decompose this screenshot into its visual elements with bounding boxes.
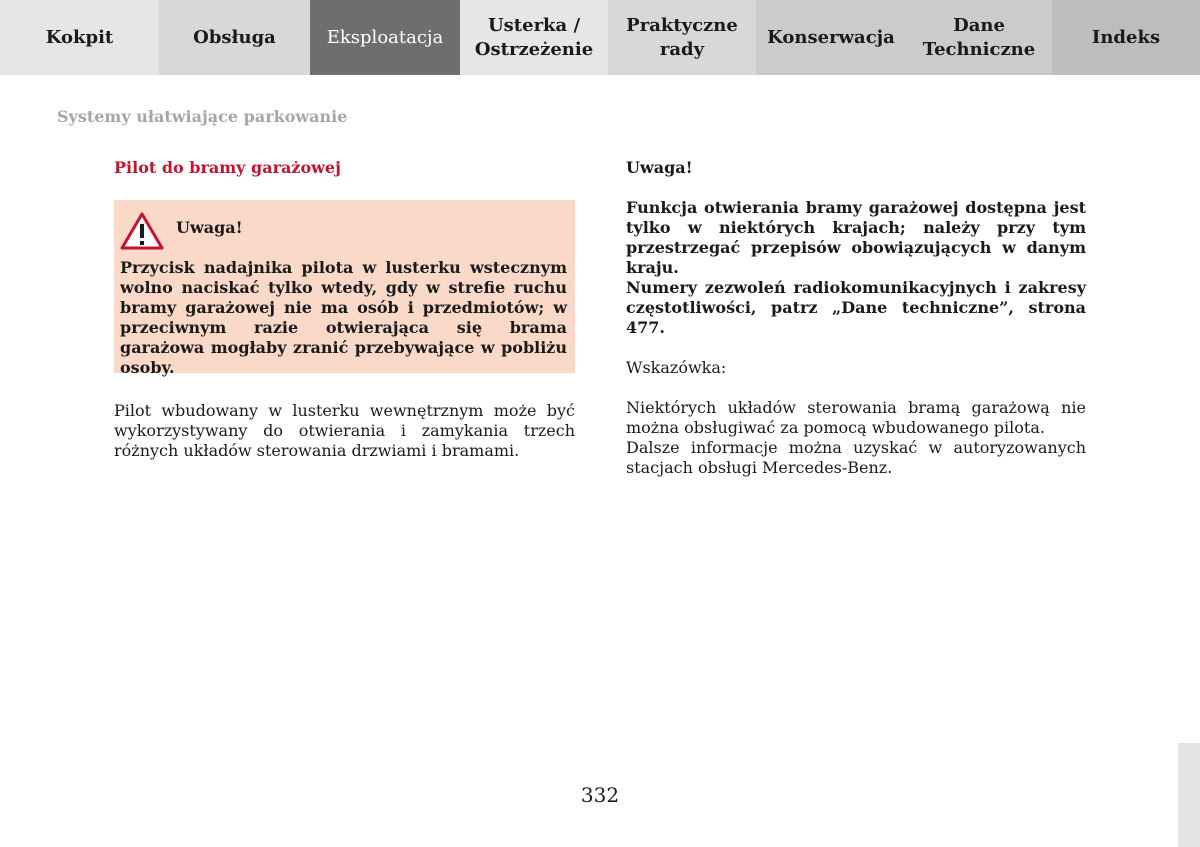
page-number: 332 (580, 783, 620, 807)
chapter-tab-bar (0, 0, 1200, 75)
section-title: Systemy ułatwiające parkowanie (57, 107, 348, 126)
tab-konserwacja[interactable]: Konserwacja (756, 0, 906, 75)
tab-indeks[interactable]: Indeks (1052, 0, 1200, 75)
tip-text: Niektórych układów sterowania bramą garażową nie można obsługiwać za pomocą wbudowanego pilota. (626, 398, 1086, 437)
left-column (114, 158, 575, 461)
note-text-frequencies: Numery zezwoleń radiokomunikacyjnych i zakresy częstotliwości, patrz „Dane techniczne”, strona 477. (626, 278, 1086, 337)
warning-label: Uwaga! (176, 217, 243, 237)
tab-obsluga[interactable]: Obsługa (159, 0, 310, 75)
note-text: Funkcja otwierania bramy garażowej dostępna jest tylko w niektórych krajach; należy przy tym przestrzegać przepisów obowiązujących w danym kraju. (626, 198, 1086, 277)
tab-eksploatacja[interactable]: Eksploatacja (310, 0, 460, 75)
warning-box (114, 200, 575, 377)
tab-kokpit[interactable]: Kokpit (0, 0, 159, 75)
subsection-heading: Pilot do bramy garażowej (114, 158, 341, 177)
page-edge-tab (1178, 743, 1200, 847)
tab-praktyczne-rady[interactable]: Praktyczne rady (608, 0, 756, 75)
warning-triangle-icon (120, 211, 164, 251)
note-label: Uwaga! (626, 158, 693, 177)
right-column (626, 158, 1086, 478)
body-paragraph: Pilot wbudowany w lusterku wewnętrznym może być wykorzystywany do otwierania i zamykania trzech różnych układów sterowania drzwiami i bramami. (114, 401, 575, 460)
tab-dane-techniczne[interactable]: Dane Techniczne (906, 0, 1052, 75)
tab-usterka-ostrzezenie[interactable]: Usterka / Ostrzeżenie (460, 0, 608, 75)
tip-text-service: Dalsze informacje można uzyskać w autoryzowanych stacjach obsługi Mercedes-Benz. (626, 438, 1086, 477)
warning-header (120, 210, 567, 252)
warning-text: Przycisk nadajnika pilota w lusterku wstecznym wolno naciskać tylko wtedy, gdy w strefie ruchu bramy garażowej nie ma osób i przedmiotów; w przeciwnym razie otwierająca się brama garażowa mogłaby zranić przebywające w pobliżu osoby. (120, 258, 567, 377)
tip-label: Wskazówka: (626, 358, 727, 377)
